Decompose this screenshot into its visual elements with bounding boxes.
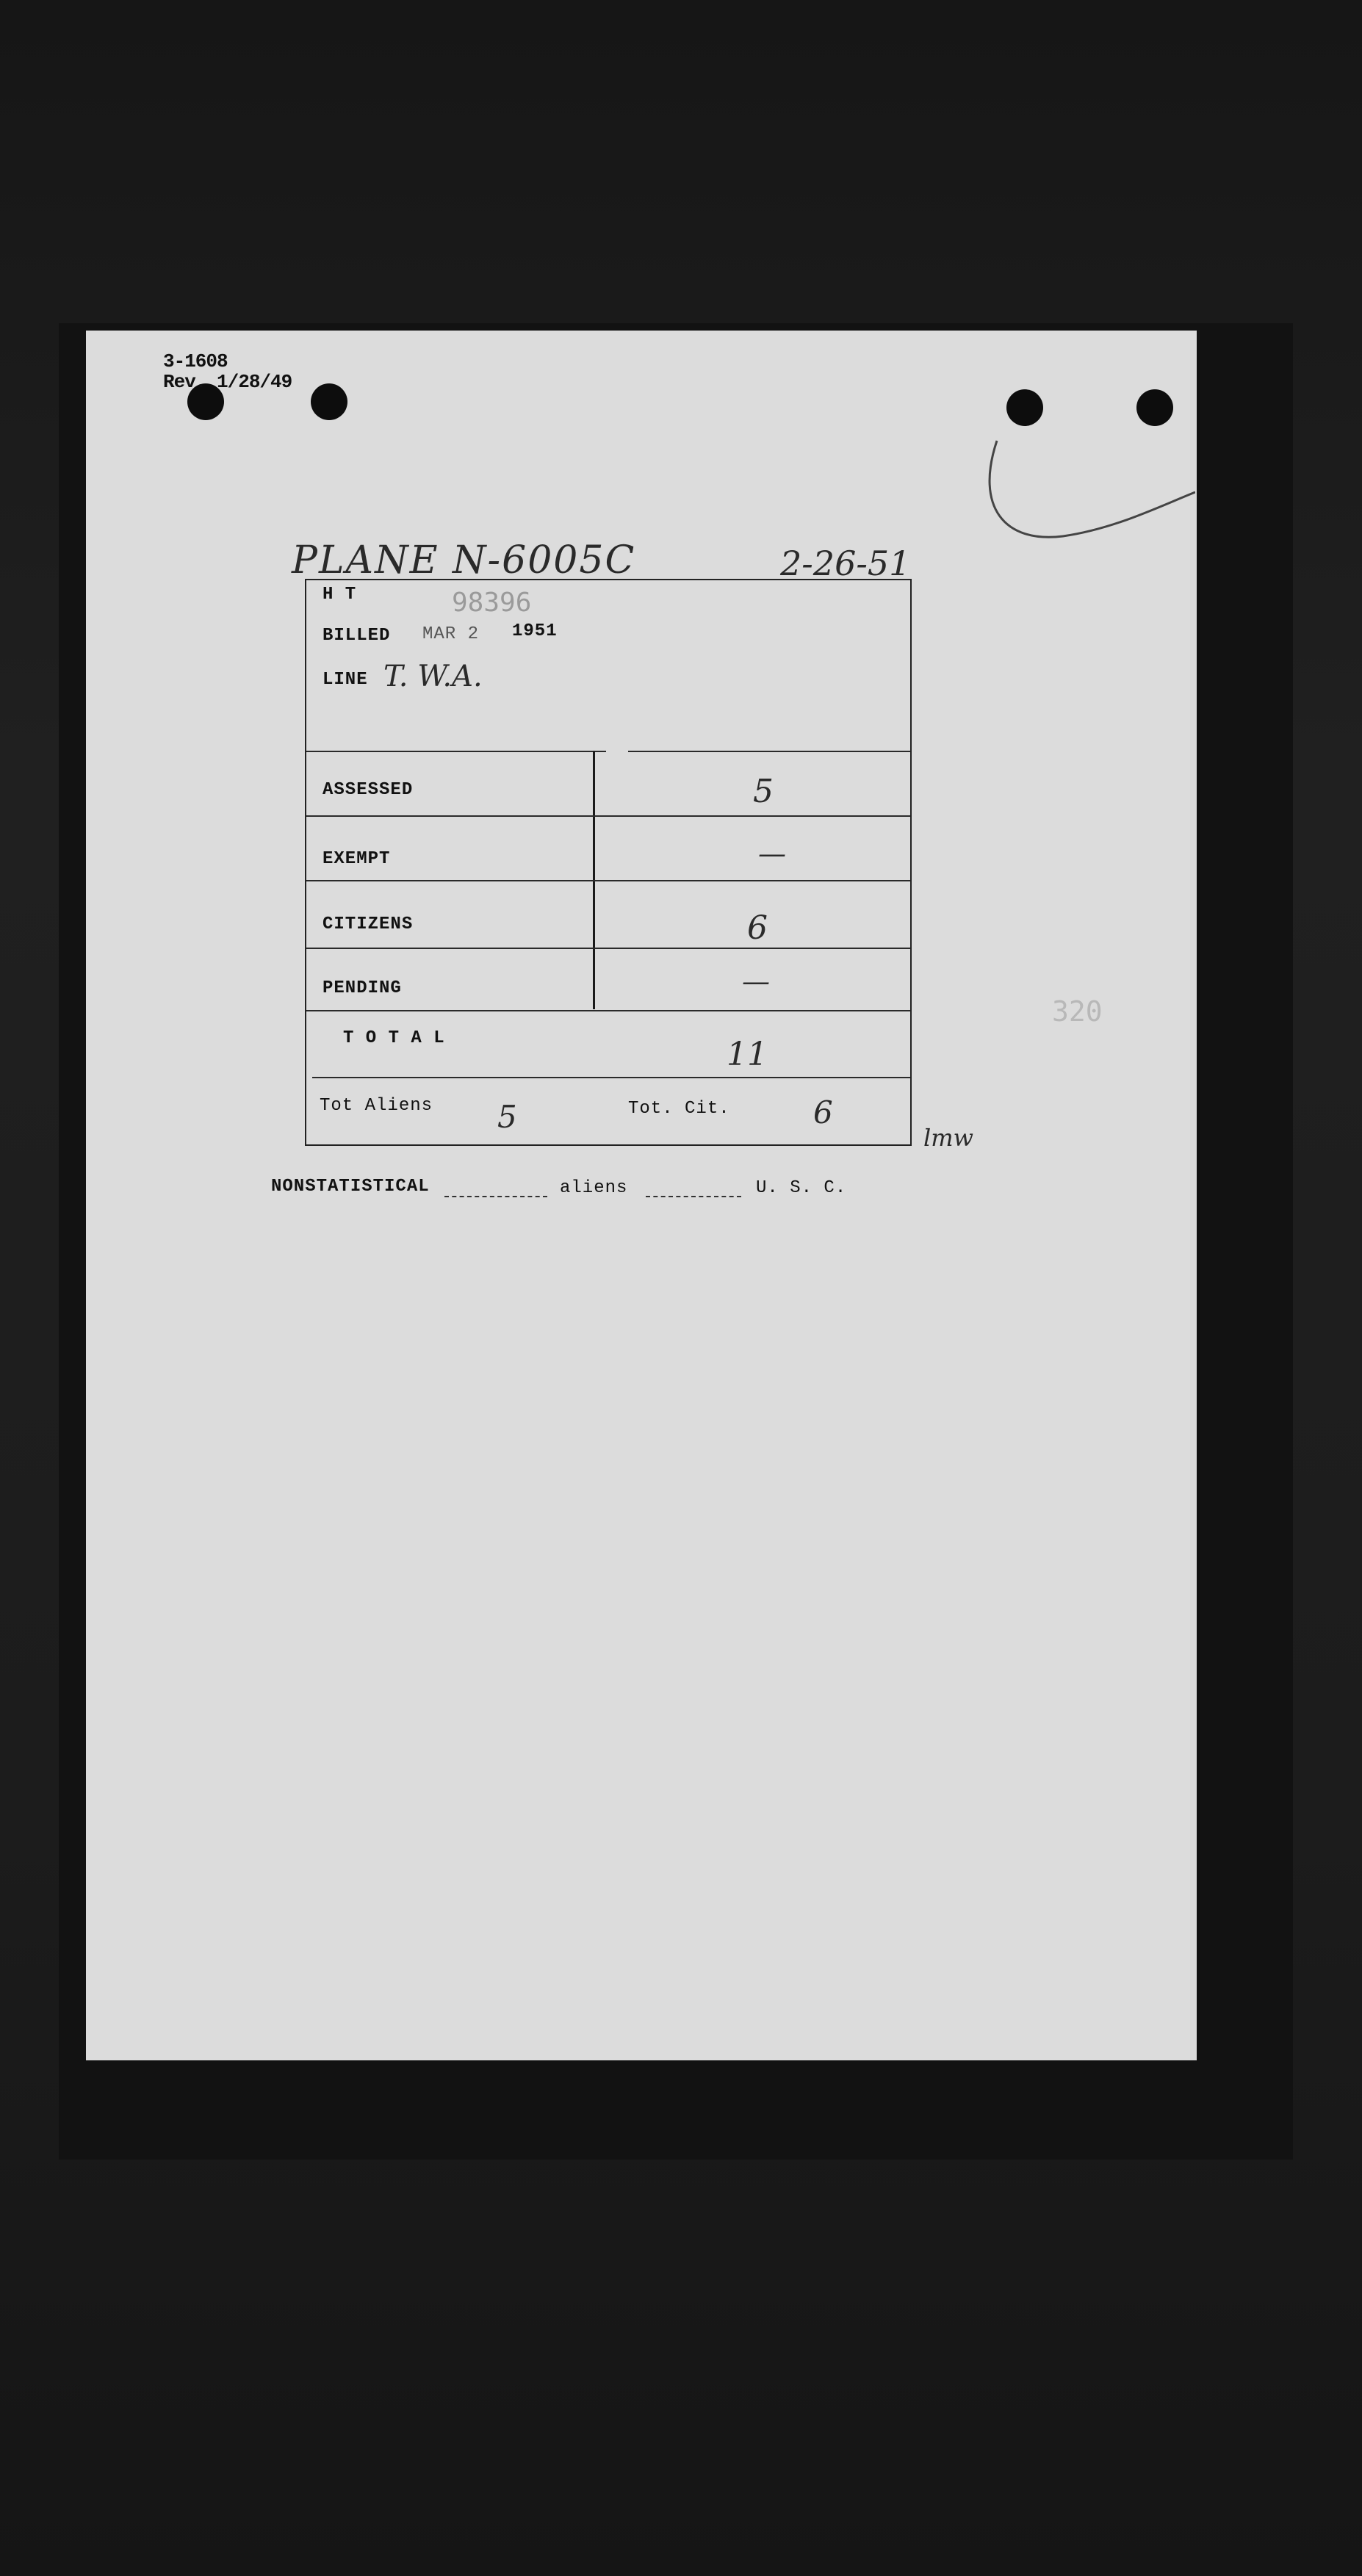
billed-label: BILLED — [323, 626, 391, 646]
assessed-value: 5 — [753, 773, 774, 810]
plane-number: PLANE N-6005C — [292, 538, 636, 582]
exempt-label: EXEMPT — [323, 849, 391, 869]
tot-cit-label: Tot. Cit. — [628, 1099, 730, 1119]
margin-number: 320 — [1052, 995, 1103, 1028]
divider — [306, 751, 606, 752]
tot-aliens-value: 5 — [497, 1099, 517, 1135]
ht-label: H T — [323, 585, 357, 605]
total-value: 11 — [727, 1036, 768, 1073]
divider — [312, 1077, 910, 1078]
total-label: T O T A L — [343, 1028, 445, 1048]
manifest-card — [86, 331, 1197, 2060]
exempt-value: — — [758, 837, 786, 870]
initials: lmw — [923, 1124, 973, 1152]
form-revision: Rev. 1/28/49 — [163, 371, 292, 393]
aliens-label: aliens — [560, 1178, 628, 1198]
divider — [306, 1010, 910, 1011]
citizens-value: 6 — [747, 909, 768, 947]
form-number: 3-1608 — [163, 350, 228, 372]
usc-label: U. S. C. — [756, 1178, 847, 1198]
billed-stamp-year: 1951 — [512, 621, 558, 641]
pending-label: PENDING — [323, 978, 402, 998]
assessed-label: ASSESSED — [323, 780, 414, 800]
nonstatistical-usc-blank — [646, 1196, 741, 1197]
line-label: LINE — [323, 670, 368, 690]
punch-hole — [311, 383, 347, 420]
punch-hole — [1006, 389, 1043, 426]
divider — [306, 948, 910, 949]
citizens-label: CITIZENS — [323, 914, 414, 934]
form-number-block — [163, 351, 292, 392]
divider — [306, 880, 910, 881]
pending-value: — — [742, 965, 770, 997]
tot-aliens-label: Tot Aliens — [320, 1096, 433, 1116]
nonstatistical-aliens-blank — [444, 1196, 547, 1197]
nonstatistical-label: NONSTATISTICAL — [271, 1177, 430, 1197]
ht-number: 98396 — [452, 588, 532, 618]
divider — [628, 751, 910, 752]
tally-table — [305, 579, 912, 1146]
tot-cit-value: 6 — [813, 1094, 833, 1130]
divider — [306, 815, 910, 817]
punch-hole — [1136, 389, 1173, 426]
billed-stamp-date: MAR 2 — [422, 624, 480, 644]
handwritten-date: 2-26-51 — [780, 544, 911, 583]
pencil-mark — [975, 426, 1195, 573]
line-value: T. W.A. — [383, 660, 483, 693]
